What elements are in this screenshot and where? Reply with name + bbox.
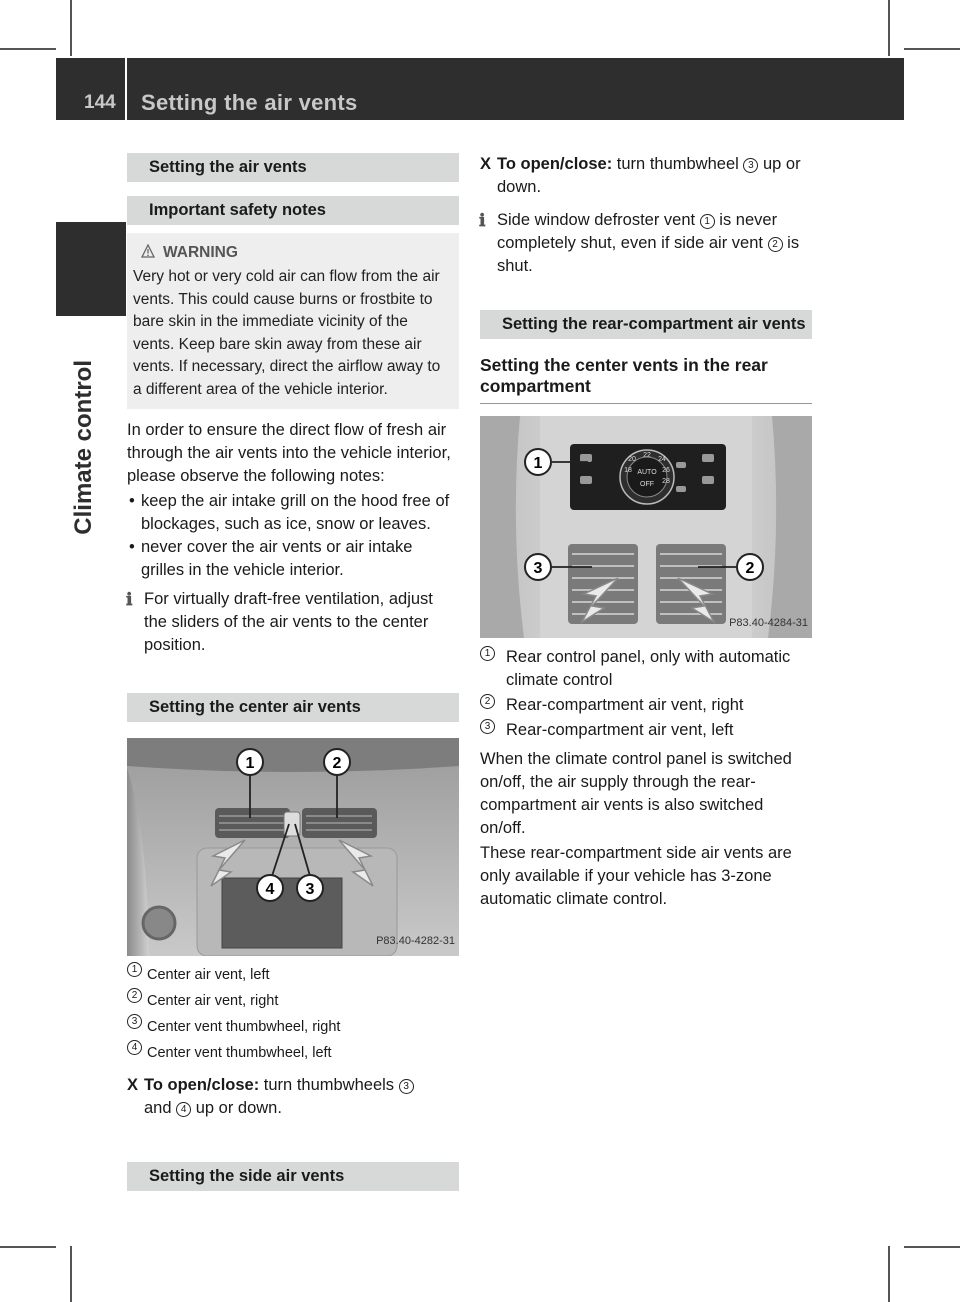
center-vents-title: Setting the center air vents [127,693,459,722]
instruction-text: up or down. [195,1099,282,1117]
info-text: Side window defroster vent [497,211,696,229]
panel-temp: 18 [624,467,632,474]
legend-text: Center vent thumbwheel, left [147,1045,332,1061]
rear-vents-title: Setting the rear-compartment air vents [480,310,812,339]
legend-number: 2 [127,988,142,1003]
step-arrow-icon: X [127,1076,139,1094]
legend-number: 1 [480,646,495,661]
crop-mark [904,1246,960,1248]
legend-number: 2 [480,694,495,709]
crop-mark [888,0,890,56]
instruction-text: turn thumbwheels [263,1076,395,1094]
callout-1: 1 [533,455,543,472]
legend-item [127,988,459,1014]
crop-mark [904,48,960,50]
center-dashboard-illustration [127,738,459,956]
center-instruction [127,1074,459,1120]
safety-notes-title: Important safety notes [127,196,459,225]
legend-number: 3 [480,719,495,734]
rear-vents-figure [480,416,812,638]
instruction-label: To open/close: [497,155,613,173]
warning-heading [141,241,453,264]
side-vents-title: Setting the side air vents [127,1162,459,1191]
warning-box [127,233,459,409]
legend-item [127,962,459,988]
panel-temp: 28 [662,478,670,485]
legend-text: Rear-compartment air vent, left [506,721,734,739]
legend-text: Center air vent, right [147,993,279,1009]
legend-number: 1 [127,962,142,977]
panel-off: OFF [640,481,654,488]
side-instruction [480,153,812,199]
page-number: 144 [84,92,116,113]
instruction-text: and [144,1099,172,1117]
legend-item [480,694,812,717]
crop-mark [70,0,72,56]
chapter-tab [56,222,126,316]
info-text: is shut. [497,234,800,275]
legend-text: Center vent thumbwheel, right [147,1019,341,1035]
instruction-label: To open/close: [144,1076,260,1094]
callout-3: 3 [533,560,543,577]
legend-item [127,1040,459,1066]
legend-item [480,719,812,742]
rear-paragraph-1: When the climate control panel is switched on/off, the air supply through the rear-compartment air vents is also switched on/off. [480,750,792,837]
info-note [127,588,459,657]
list-item: • never cover the air vents or air intake grilles in the vehicle interior. [127,536,459,582]
callout-3: 3 [305,881,315,898]
rear-vents-subtitle: Setting the center vents in the rear compartment [480,355,812,404]
info-text: For virtually draft-free ventilation, adjust the sliders of the air vents to the center position. [144,590,433,654]
center-legend [127,962,459,1066]
rear-legend [480,646,812,742]
panel-temp: 22 [643,452,651,459]
chapter-label-wrap [70,360,120,660]
warning-triangle-icon [141,244,155,258]
instruction-text: up or down. [497,155,801,196]
right-column [480,153,812,911]
section-title: Setting the air vents [127,153,459,182]
figure-code: P83.40-4282-31 [376,935,455,947]
legend-number: 4 [127,1040,142,1055]
ref-number: 1 [700,214,715,229]
info-icon: ℹ [126,590,133,610]
center-vents-figure [127,738,459,956]
legend-number: 3 [127,1014,142,1029]
header-divider [125,58,127,120]
step-arrow-icon: X [480,155,492,173]
ref-number: 3 [399,1079,414,1094]
callout-4: 4 [265,881,275,898]
ref-number: 3 [743,158,758,173]
info-icon: ℹ [479,211,486,231]
intro-paragraph: In order to ensure the direct flow of fresh air through the air vents into the vehicle interior, please observe the following notes: [127,421,451,485]
panel-auto: AUTO [637,469,657,476]
running-title: Setting the air vents [141,90,358,115]
crop-mark [888,1246,890,1302]
chapter-label: Climate control [70,360,97,535]
legend-item [480,646,812,692]
panel-temp: 24 [658,456,666,463]
warning-text: Very hot or very cold air can flow from the air vents. This could cause burns or frostbite to bare skin in the immediate vicinity of the vents. Keep bare skin away from these air vents. If necessary, direct the airflow away to a different area of the vehicle interior. [133,268,441,398]
crop-mark [0,48,56,50]
legend-text: Rear-compartment air vent, right [506,696,744,714]
panel-temp: 26 [662,467,670,474]
info-text: is never completely shut, even if side air vent [497,211,778,252]
legend-text: Center air vent, left [147,967,270,983]
instruction-text: turn thumbwheel [616,155,739,173]
crop-mark [0,1246,56,1248]
warning-title: WARNING [163,244,238,261]
legend-text: Rear control panel, only with automatic climate control [506,648,791,689]
rear-console-illustration [480,416,812,638]
side-info-note [480,209,812,278]
ref-number: 4 [176,1102,191,1117]
legend-item [127,1014,459,1040]
rear-paragraph-2: These rear-compartment side air vents are only available if your vehicle has 3-zone automatic climate control. [480,844,792,908]
ref-number: 2 [768,237,783,252]
crop-mark [70,1246,72,1302]
list-item: • keep the air intake grill on the hood free of blockages, such as ice, snow or leaves. [127,490,459,536]
left-column [127,153,459,1191]
panel-temp: 20 [628,456,636,463]
callout-2: 2 [745,560,755,577]
callout-2: 2 [332,755,342,772]
callout-1: 1 [245,755,255,772]
figure-code: P83.40-4284-31 [729,617,808,629]
notes-list [127,490,459,582]
